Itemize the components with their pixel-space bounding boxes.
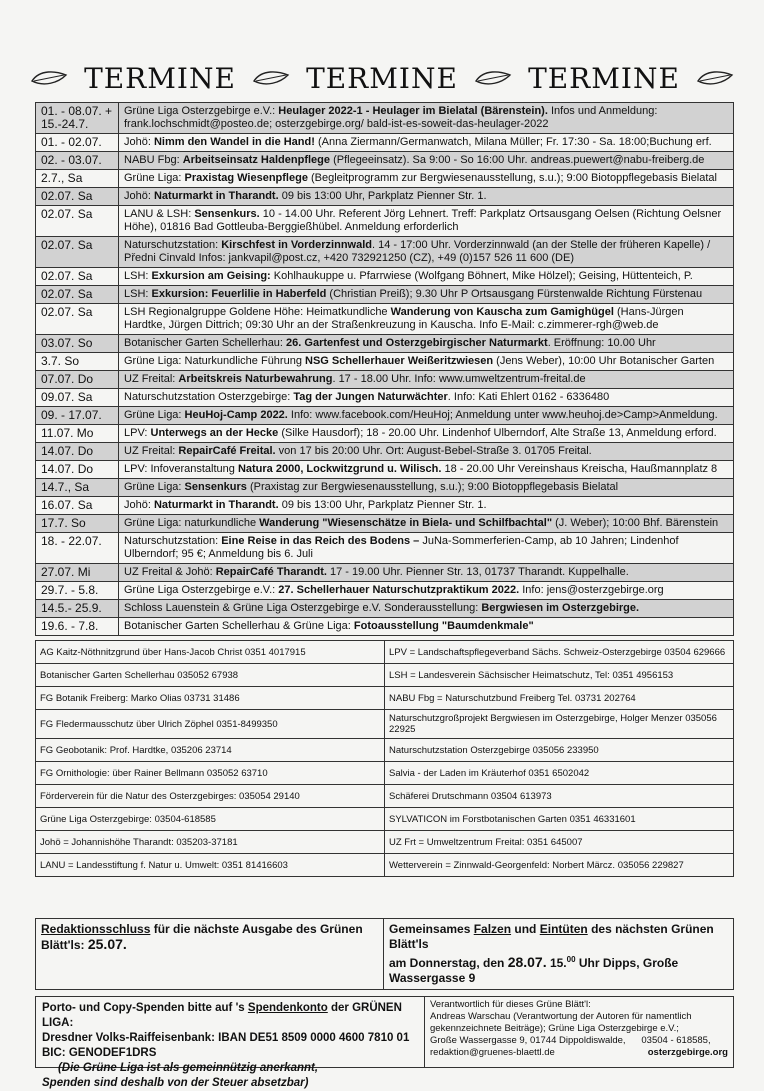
donation-note: Spenden sind deshalb von der Steuer absetzbar) (42, 1077, 309, 1089)
donation-account-label: Spendenkonto (247, 1002, 328, 1014)
folding-text: des nächsten Grünen Blätt'ls (389, 922, 714, 951)
event-description (119, 286, 734, 304)
abbreviation-cell: Grüne Liga Osterzgebirge: 03504-618585 (36, 808, 385, 831)
event-text: Infos und Anmeldung: frank.lochschmidt@posteo.de; osterzgebirge.org/ bald-ist-es-soweit-das-heulager-2022 (124, 105, 658, 130)
event-text: Naturschutzstation: (124, 535, 222, 547)
event-title: Arbeitseinsatz Haldenpflege (182, 154, 331, 166)
event-row (36, 443, 734, 461)
event-date: 09.07. Sa (36, 389, 119, 407)
imprint-line: gekennzeichnete Beiträge); Grüne Liga Osterzgebirge e.V.; (430, 1023, 679, 1034)
event-text: . Eröffnung: 10.00 Uhr (547, 337, 656, 349)
event-description (119, 582, 734, 600)
event-row (36, 335, 734, 353)
event-text: UZ Freital: (124, 373, 179, 385)
event-title: Eine Reise in das Reich des Bodens – (221, 535, 420, 547)
abbreviation-cell: Naturschutzstation Osterzgebirge 035056 233950 (385, 739, 734, 762)
event-row (36, 170, 734, 188)
deadline-box (35, 918, 384, 990)
event-text: Kohlhaukuppe u. Pfarrwiese (Wolfgang Böhnert, Mike Hölzel); Geising, Hüttenteich, P. (270, 270, 693, 282)
event-text: Grüne Liga: Naturkundliche Führung (124, 355, 305, 367)
event-description (119, 103, 734, 134)
event-text: LPV: Infoveranstaltung (124, 463, 238, 475)
abbreviation-cell: FG Ornithologie: über Rainer Bellmann 035052 63710 (36, 762, 385, 785)
event-title: Exkursion am Geising: (151, 270, 271, 282)
event-text: (Praxistag zur Bergwiesenausstellung, s.u.); 9:00 Biotoppflegebasis Bielatal (246, 481, 619, 493)
event-title: Natura 2000, Lockwitzgrund u. Wilisch. (237, 463, 442, 475)
event-row (36, 353, 734, 371)
event-date: 17.7. So (36, 515, 119, 533)
event-date: 18. - 22.07. (36, 533, 119, 564)
event-text: Botanischer Garten Schellerhau: (124, 337, 287, 349)
header-word: TERMINE (528, 61, 680, 95)
abbreviation-cell: Salvia - der Laden im Kräuterhof 0351 6502042 (385, 762, 734, 785)
donation-text: der GRÜNEN LIGA: (42, 1002, 402, 1029)
event-date: 02. - 03.07. (36, 152, 119, 170)
event-row (36, 425, 734, 443)
event-title: Bergwiesen im Osterzgebirge. (481, 602, 640, 614)
event-date: 2.7., Sa (36, 170, 119, 188)
folding-text: Uhr Dipps, Große Wassergasse 9 (389, 956, 679, 985)
abbreviation-cell: Wetterverein = Zinnwald-Georgenfeld: Norbert Märcz. 035056 229827 (385, 854, 734, 877)
event-text: Grüne Liga: (124, 481, 185, 493)
event-text: (J. Weber); 10:00 Bhf. Bärenstein (552, 517, 719, 529)
event-date: 03.07. So (36, 335, 119, 353)
event-text: (Silke Hausdorf); 18 - 20.00 Uhr. Lindenhof Ulberndorf, Alte Straße 13, Anmeldung erford. (278, 427, 717, 439)
event-title: Naturmarkt in Tharandt. (153, 190, 279, 202)
event-text: Info: jens@osterzgebirge.org (519, 584, 664, 596)
event-description (119, 371, 734, 389)
abbreviation-cell: Naturschutzgroßprojekt Bergwiesen im Osterzgebirge, Holger Menzer 035056 22925 (385, 710, 734, 739)
event-title: HeuHoj-Camp 2022. (184, 409, 288, 421)
event-text: (Hans-Jürgen Hardtke, Jürgen Dittrich; 09:30 Uhr an der Straßenkreuzung in Kauscha. Info E-Mail: c.zimmerer-rgh@web.de (124, 306, 684, 331)
abbreviation-cell: SYLVATICON im Forstbotanischen Garten 0351 46331601 (385, 808, 734, 831)
event-title: Nimm den Wandel in die Hand! (153, 136, 315, 148)
leaf-icon (696, 69, 734, 87)
event-text: Grüne Liga: naturkundliche (124, 517, 260, 529)
event-text: Johö: (124, 499, 154, 511)
event-date: 14.7., Sa (36, 479, 119, 497)
event-row (36, 206, 734, 237)
folding-text: und (511, 922, 540, 936)
event-title: Unterwegs an der Hecke (150, 427, 279, 439)
event-description (119, 600, 734, 618)
event-text: Johö: (124, 190, 154, 202)
abbreviation-row (36, 785, 734, 808)
header-banner (30, 58, 734, 98)
abbreviation-cell: NABU Fbg = Naturschutzbund Freiberg Tel. 03731 202764 (385, 687, 734, 710)
folding-underlined: Falzen (473, 922, 512, 936)
event-description (119, 134, 734, 152)
event-date: 16.07. Sa (36, 497, 119, 515)
event-description (119, 618, 734, 636)
imprint-line: Große Wassergasse 9, 01744 Dippoldiswalde, 03504 - 618585, (430, 1035, 711, 1046)
event-description (119, 268, 734, 286)
event-date: 19.6. - 7.8. (36, 618, 119, 636)
folding-underlined: Eintüten (539, 922, 588, 936)
event-text: UZ Freital & Johö: (124, 566, 216, 578)
event-description (119, 335, 734, 353)
folding-text: am Donnerstag, den (389, 956, 508, 970)
event-text: LSH Regionalgruppe Goldene Höhe: Heimatkundliche (124, 306, 391, 318)
event-date: 02.07. Sa (36, 268, 119, 286)
donation-bic: BIC: GENODEF1DRS (42, 1047, 157, 1059)
abbreviation-row (36, 664, 734, 687)
event-description (119, 479, 734, 497)
abbreviation-cell: LSH = Landesverein Sächsischer Heimatschutz, Tel: 0351 4956153 (385, 664, 734, 687)
event-row (36, 497, 734, 515)
event-row (36, 389, 734, 407)
event-text: Grüne Liga Osterzgebirge e.V.: (124, 105, 279, 117)
event-row (36, 515, 734, 533)
event-text: Info: www.facebook.com/HeuHoj; Anmeldung unter www.heuhoj.de>Camp>Anmeldung. (287, 409, 718, 421)
donation-box (35, 996, 425, 1089)
event-row (36, 461, 734, 479)
event-row (36, 304, 734, 335)
event-text: Grüne Liga: (124, 172, 185, 184)
abbreviation-row (36, 831, 734, 854)
header-word: TERMINE (84, 61, 236, 95)
event-text: 10 - 14.00 Uhr. Referent Jörg Lehnert. Treff: Parkplatz Ortsausgang Oelsen (Richtung Oelsner Höhe), 01816 Bad Gottleuba-Berggießhübel. Anmeldung erforderlich (124, 208, 722, 233)
abbreviation-row (36, 808, 734, 831)
event-text: Naturschutzstation Osterzgebirge: (124, 391, 294, 403)
event-text: Botanischer Garten Schellerhau & Grüne Liga: (124, 620, 354, 632)
event-title: Sensenkurs. (194, 208, 260, 220)
event-text: UZ Freital: (124, 445, 179, 457)
event-date: 27.07. Mi (36, 564, 119, 582)
event-description (119, 304, 734, 335)
event-text: (Christian Preiß); 9.30 Uhr P Ortsausgang Fürstenwalde Richtung Fürstenau (326, 288, 703, 300)
abbreviations-table (35, 640, 734, 877)
abbreviation-row (36, 710, 734, 739)
event-description (119, 188, 734, 206)
donation-text: Porto- und Copy-Spenden bitte auf 's (42, 1002, 248, 1014)
event-date: 11.07. Mo (36, 425, 119, 443)
abbreviation-cell: FG Botanik Freiberg: Marko Olias 03731 31486 (36, 687, 385, 710)
folding-date: 28.07. (507, 954, 547, 970)
event-title: Arbeitskreis Naturbewahrung (178, 373, 333, 385)
event-title: RepairCafé Freital. (178, 445, 276, 457)
deadline-text: für die nächste Ausgabe des Grünen Blätt'ls: (41, 922, 363, 952)
event-description (119, 425, 734, 443)
event-text: von 17 bis 20:00 Uhr. Ort: August-Bebel-Straße 3. 01705 Freital. (275, 445, 592, 457)
event-text: Grüne Liga Osterzgebirge e.V.: (124, 584, 279, 596)
event-row (36, 188, 734, 206)
event-description (119, 170, 734, 188)
event-description (119, 152, 734, 170)
donation-note: (Die Grüne Liga ist als gemeinnützig anerkannt, (42, 1062, 319, 1074)
event-description (119, 443, 734, 461)
donation-iban: Dresdner Volks-Raiffeisenbank: IBAN DE51 8509 0000 4600 7810 01 (42, 1032, 410, 1044)
event-text: Naturschutzstation: (124, 239, 222, 251)
abbreviation-cell: Johö = Johannishöhe Tharandt: 035203-37181 (36, 831, 385, 854)
event-text: NABU Fbg: (124, 154, 183, 166)
event-row (36, 479, 734, 497)
event-text: LSH: (124, 288, 152, 300)
leaf-icon (474, 69, 512, 87)
event-title: Exkursion: Feuerlilie in Haberfeld (151, 288, 327, 300)
event-row (36, 407, 734, 425)
event-title: Kirschfest in Vorderzinnwald (221, 239, 372, 251)
event-date: 02.07. Sa (36, 188, 119, 206)
leaf-icon (252, 69, 290, 87)
event-row (36, 582, 734, 600)
event-title: Praxistag Wiesenpflege (184, 172, 308, 184)
event-text: (Begleitprogramm zur Bergwiesenausstellung, s.u.); 9:00 Biotoppflegebasis Bielatal (307, 172, 717, 184)
abbreviation-row (36, 739, 734, 762)
event-date: 01. - 08.07. + 15.-24.7. (36, 103, 119, 134)
abbreviation-row (36, 854, 734, 877)
event-row (36, 286, 734, 304)
imprint-email[interactable]: redaktion@gruenes-blaettl.de (430, 1047, 555, 1058)
event-text: Schloss Lauenstein & Grüne Liga Osterzgebirge e.V. Sonderausstellung: (124, 602, 482, 614)
event-date: 07.07. Do (36, 371, 119, 389)
event-text: . 14 - 17:00 Uhr. Vorderzinnwald (an der Stelle der früheren Kapelle) / Předni Cinvald Infos: jankvapil@post.cz, +420 732921250 (CZ), +49 (0)157 526 11 600 (DE) (124, 239, 711, 264)
event-title: Fotoausstellung "Baumdenkmale" (353, 620, 534, 632)
event-row (36, 268, 734, 286)
event-row (36, 103, 734, 134)
event-text: LPV: (124, 427, 151, 439)
event-title: 26. Gartenfest und Osterzgebirgischer Naturmarkt (286, 337, 548, 349)
header-word: TERMINE (306, 61, 458, 95)
event-description (119, 407, 734, 425)
folding-text: Gemeinsames (389, 922, 474, 936)
event-row (36, 371, 734, 389)
events-table (35, 102, 734, 636)
event-description (119, 389, 734, 407)
event-row (36, 134, 734, 152)
event-text: 18 - 20.00 Uhr Vereinshaus Kreischa, Haußmannplatz 8 (441, 463, 718, 475)
event-title: 27. Schellerhauer Naturschutzpraktikum 2022. (278, 584, 520, 596)
event-row (36, 237, 734, 268)
event-title: Tag der Jungen Naturwächter (293, 391, 448, 403)
event-title: Wanderung "Wiesenschätze in Biela- und Schilfbachtal" (259, 517, 553, 529)
event-description (119, 353, 734, 371)
event-description (119, 461, 734, 479)
event-row (36, 152, 734, 170)
event-row (36, 618, 734, 636)
event-text: 09 bis 13:00 Uhr, Parkplatz Pienner Str. 1. (278, 190, 487, 202)
event-date: 3.7. So (36, 353, 119, 371)
event-date: 02.07. Sa (36, 286, 119, 304)
event-title: NSG Schellerhauer Weißeritzwiesen (305, 355, 494, 367)
abbreviation-row (36, 762, 734, 785)
event-date: 14.07. Do (36, 443, 119, 461)
event-date: 14.07. Do (36, 461, 119, 479)
abbreviation-cell: AG Kaitz-Nöthnitzgrund über Hans-Jacob Christ 0351 4017915 (36, 641, 385, 664)
event-row (36, 533, 734, 564)
abbreviation-cell: LANU = Landesstiftung f. Natur u. Umwelt: 0351 81416603 (36, 854, 385, 877)
event-date: 01. - 02.07. (36, 134, 119, 152)
event-text: LANU & LSH: (124, 208, 195, 220)
event-row (36, 600, 734, 618)
footer (35, 918, 734, 1089)
event-row (36, 564, 734, 582)
event-date: 14.5.- 25.9. (36, 600, 119, 618)
event-description (119, 237, 734, 268)
abbreviation-cell: Botanischer Garten Schellerhau 035052 67938 (36, 664, 385, 687)
abbreviation-row (36, 687, 734, 710)
imprint-line: Verantwortlich für dieses Grüne Blätt'l: (430, 999, 591, 1010)
folding-box (384, 918, 734, 990)
folding-time-sup: 00 (566, 955, 576, 964)
event-text: JuNa-Sommerferien-Camp, ab 10 Jahren; Lindenhof Ulberndorf; 95 €; Anmeldung bis 6. Juli (124, 535, 679, 560)
abbreviation-row (36, 641, 734, 664)
event-date: 02.07. Sa (36, 304, 119, 335)
event-title: Naturmarkt in Tharandt. (153, 499, 279, 511)
event-text: Grüne Liga: (124, 409, 185, 421)
event-description (119, 564, 734, 582)
event-date: 02.07. Sa (36, 206, 119, 237)
folding-time: 15. (546, 956, 567, 970)
event-text: . Info: Kati Ehlert 0162 - 6336480 (447, 391, 610, 403)
event-description (119, 515, 734, 533)
abbreviation-cell: Schäferei Drutschmann 03504 613973 (385, 785, 734, 808)
event-title: Wanderung von Kauscha zum Gamighügel (390, 306, 614, 318)
event-title: Sensenkurs (184, 481, 247, 493)
event-text: . 17 - 18.00 Uhr. Info: www.umweltzentrum-freital.de (332, 373, 586, 385)
event-text: (Pflegeeinsatz). Sa 9:00 - So 16:00 Uhr. andreas.puewert@nabu-freiberg.de (330, 154, 705, 166)
event-date: 02.07. Sa (36, 237, 119, 268)
leaf-icon (30, 69, 68, 87)
abbreviation-cell: Förderverein für die Natur des Osterzgebirges: 035054 29140 (36, 785, 385, 808)
event-title: Heulager 2022-1 - Heulager im Bielatal (Bärenstein). (278, 105, 548, 117)
abbreviation-cell: LPV = Landschaftspflegeverband Sächs. Schweiz-Osterzgebirge 03504 629666 (385, 641, 734, 664)
deadline-date: 25.07. (87, 936, 127, 952)
event-text: (Anna Ziermann/Germanwatch, Milana Müller; Fr. 17:30 - Sa. 18:00;Buchung erf. (314, 136, 712, 148)
event-description (119, 497, 734, 515)
event-text: (Jens Weber), 10:00 Uhr Botanischer Garten (493, 355, 715, 367)
event-date: 09. - 17.07. (36, 407, 119, 425)
event-text: LSH: (124, 270, 152, 282)
event-title: RepairCafé Tharandt. (215, 566, 327, 578)
deadline-label: Redaktionsschluss (41, 922, 151, 936)
abbreviation-cell: FG Fledermausschutz über Ulrich Zöphel 0351-8499350 (36, 710, 385, 739)
abbreviation-cell: UZ Frt = Umweltzentrum Freital: 0351 645007 (385, 831, 734, 854)
event-date: 29.7. - 5.8. (36, 582, 119, 600)
event-text: 17 - 19.00 Uhr. Pienner Str. 13, 01737 Tharandt. Kuppelhalle. (326, 566, 629, 578)
event-text: 09 bis 13:00 Uhr, Parkplatz Pienner Str. 1. (278, 499, 487, 511)
event-text: Johö: (124, 136, 154, 148)
event-description (119, 533, 734, 564)
imprint-box (425, 996, 734, 1068)
imprint-line: Andreas Warschau (Verantwortung der Autoren für namentlich (430, 1011, 692, 1022)
event-description (119, 206, 734, 237)
abbreviation-cell: FG Geobotanik: Prof. Hardtke, 035206 23714 (36, 739, 385, 762)
imprint-website[interactable]: osterzgebirge.org (647, 1047, 728, 1058)
